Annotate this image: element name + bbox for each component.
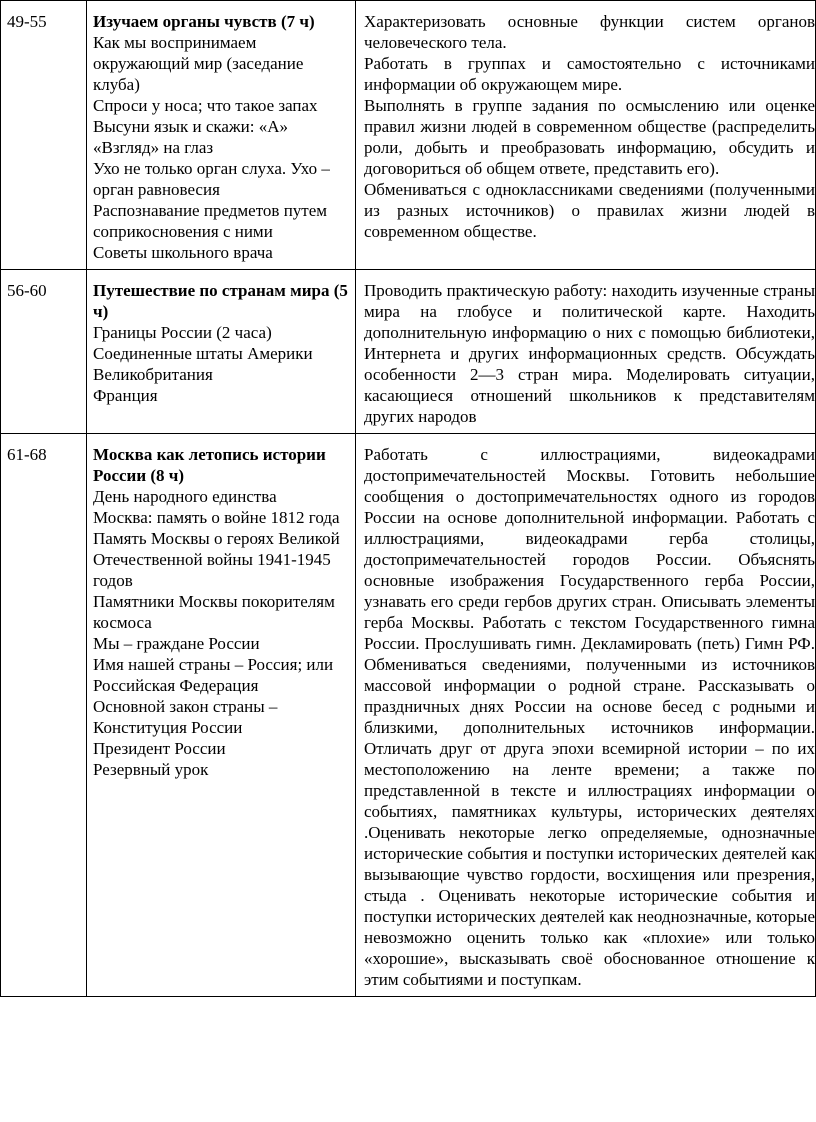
subtopic: «Взгляд» на глаз [93, 138, 214, 157]
topic-cell [87, 434, 356, 997]
subtopic: Границы России (2 часа) [93, 323, 272, 342]
activities-cell [356, 1, 816, 270]
topic-title: Изучаем органы чувств (7 ч) [93, 12, 315, 31]
subtopic: Соединенные штаты Америки [93, 344, 313, 363]
subtopic: Великобритания [93, 365, 213, 384]
activities-cell [356, 270, 816, 434]
activity-paragraph: Работать в группах и самостоятельно с источниками информации об окружающем мире. [364, 54, 815, 94]
lesson-range: 56-60 [1, 270, 87, 434]
subtopic: Распознавание предметов путем соприкосновения с ними [93, 201, 328, 241]
subtopic: Франция [93, 386, 158, 405]
subtopic: Ухо не только орган слуха. Ухо – орган равновесия [93, 159, 330, 199]
lesson-range: 49-55 [1, 1, 87, 270]
topic-title: Москва как летопись истории России (8 ч) [93, 445, 326, 485]
topic-title: Путешествие по странам мира (5 ч) [93, 281, 348, 321]
activities-cell [356, 434, 816, 997]
activity-paragraph: Проводить практическую работу: находить изученные страны мира на глобусе и политической карте. Находить дополнительную информацию о них с помощью библиотеки, Интернета и других информационных средств. Обсуждать особенности 2—3 стран мира. Моделировать ситуации, касающиеся отношений школьников к представителям других народов [364, 281, 815, 426]
table-row [1, 1, 816, 270]
lesson-range: 61-68 [1, 434, 87, 997]
topic-cell [87, 1, 356, 270]
subtopic: Москва: память о войне 1812 года [93, 508, 340, 527]
subtopic: Основной закон страны – Конституция России [93, 697, 278, 737]
activity-paragraph: Обмениваться с одноклассниками сведениями (полученными из разных источников) о правилах жизни людей в современном обществе. [364, 180, 815, 241]
table-row [1, 270, 816, 434]
subtopic: Резервный урок [93, 760, 209, 779]
subtopic: Советы школьного врача [93, 243, 273, 262]
subtopic: Имя нашей страны – Россия; или Российская Федерация [93, 655, 334, 695]
subtopic: Мы – граждане России [93, 634, 260, 653]
topic-cell [87, 270, 356, 434]
activity-paragraph: Выполнять в группе задания по осмыслению или оценке правил жизни людей в современном обществе (распределить роли, добыть и преобразовать информацию, обсудить и договориться об общем ответе, представить его). [364, 96, 815, 178]
subtopic: День народного единства [93, 487, 277, 506]
activity-paragraph: Работать с иллюстрациями, видеокадрами достопримечательностей Москвы. Готовить небольшие сообщения о достопримечательностях одного из городов России на основе дополнительной информации. Работать с иллюстрациями, видеокадрами герба столицы, достопримечательностей городов России. Объяснять основные изображения Государственного герба России, узнавать его среди гербов других стран. Описывать элементы герба Москвы. Работать с текстом Государственного гимна России. Прослушивать гимн. Декламировать (петь) Гимн РФ. Обмениваться сведениями, полученными из источников массовой информации о родной стране. Рассказывать о праздничных днях России на основе бесед с родными и близкими, дополнительных источников информации. Отличать друг от друга эпохи всемирной истории – по их местоположению на ленте времени; а также по представленной в тексте и иллюстрациях информации о событиях, памятниках культуры, исторических деятелях .Оценивать некоторые легко определяемые, однозначные исторические события и поступки исторических деятелей как вызывающие чувство гордости, восхищения или презрения, стыда . Оценивать некоторые исторические события и поступки исторических деятелей как неоднозначные, которые невозможно оценить только как «плохие» или только «хорошие», высказывать своё обоснованное отношение к этим событиями и поступкам. [364, 445, 815, 989]
subtopic: Как мы воспринимаем окружающий мир (заседание клуба) [93, 33, 304, 94]
subtopic: Спроси у носа; что такое запах [93, 96, 318, 115]
subtopic: Память Москвы о героях Великой Отечественной войны 1941-1945 годов [93, 529, 340, 590]
subtopic: Высуни язык и скажи: «А» [93, 117, 289, 136]
subtopic: Президент России [93, 739, 226, 758]
activity-paragraph: Характеризовать основные функции систем органов человеческого тела. [364, 12, 815, 52]
subtopic: Памятники Москвы покорителям космоса [93, 592, 335, 632]
table-row [1, 434, 816, 997]
